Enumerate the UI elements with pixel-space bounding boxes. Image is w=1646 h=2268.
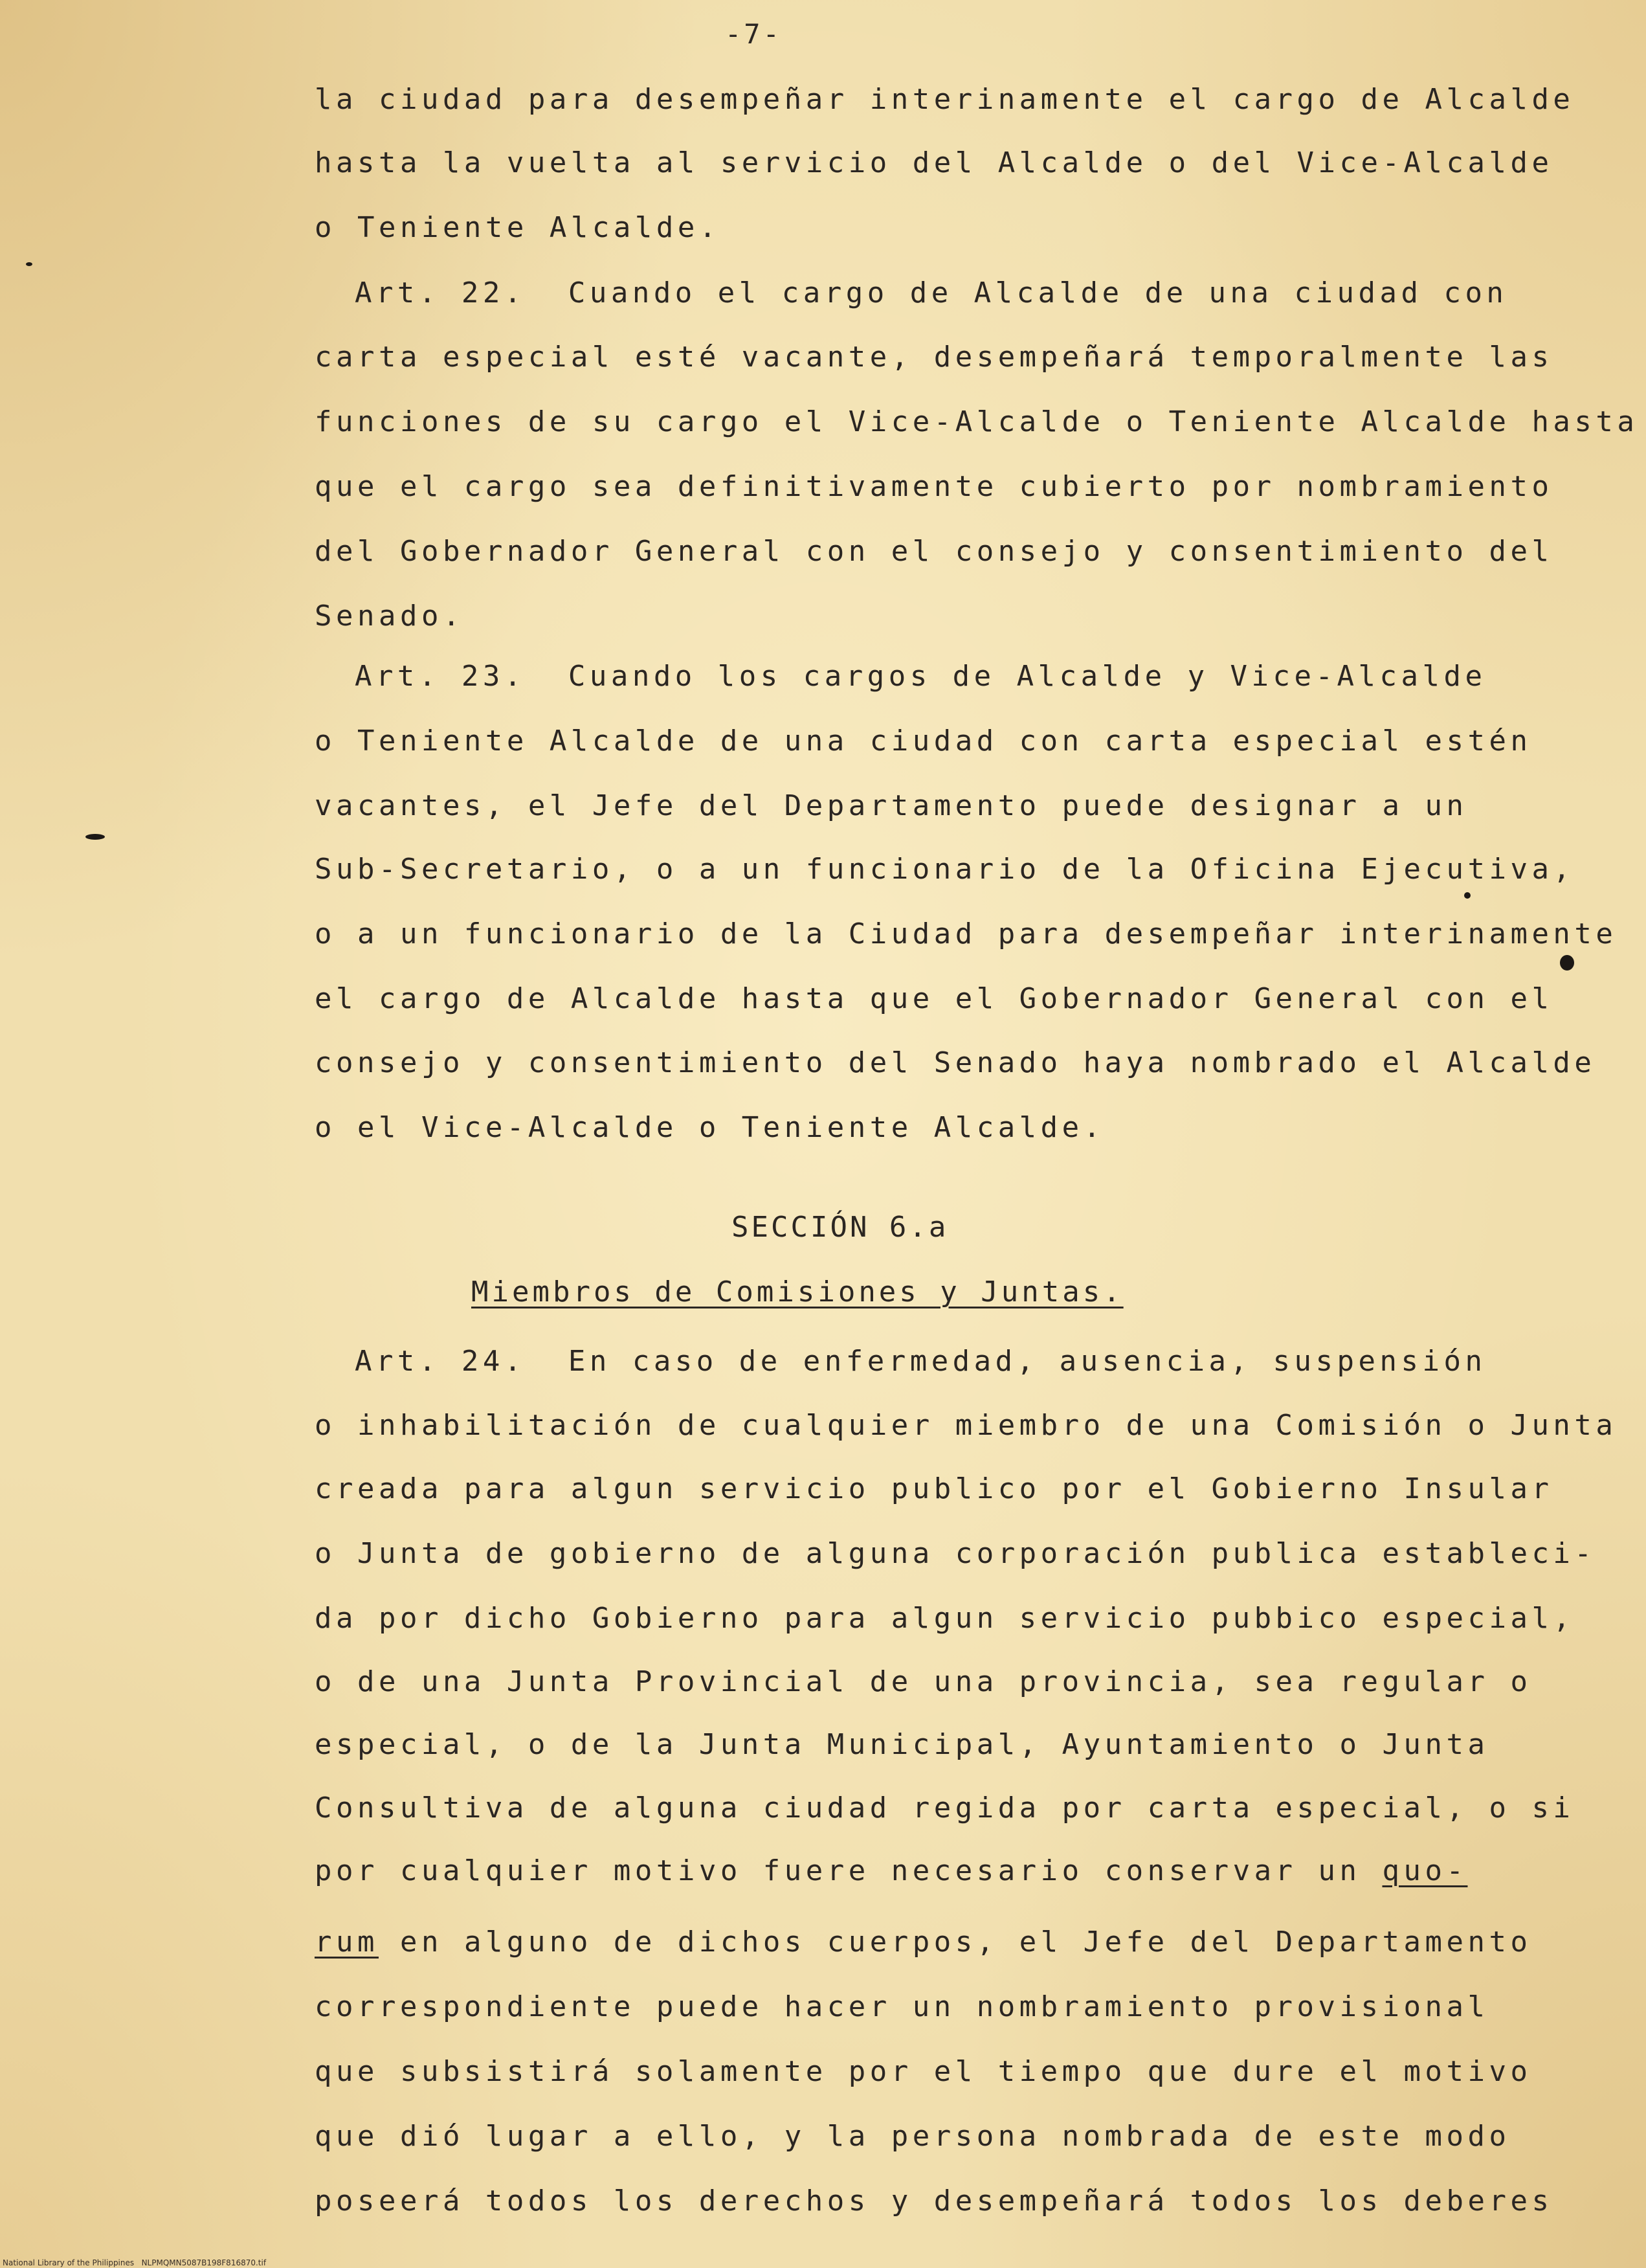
text-line: Art. 22. Cuando el cargo de Alcalde de una ciudad con — [248, 276, 1508, 309]
text-line: correspondiente puede hacer un nombramiento provisional — [315, 1990, 1489, 2023]
text-line: poseerá todos los derechos y desempeñará todos los deberes — [315, 2184, 1553, 2217]
text-line: la ciudad para desempeñar interinamente el cargo de Alcalde — [315, 83, 1575, 116]
text-line — [315, 1923, 1531, 1962]
ink-blot — [85, 834, 105, 840]
text-line: o el Vice-Alcalde o Teniente Alcalde. — [315, 1111, 1105, 1144]
text-line: Sub-Secretario, o a un funcionario de la Oficina Ejecutiva, — [315, 853, 1575, 886]
text-line: consejo y consentimiento del Senado haya nombrado el Alcalde — [315, 1046, 1596, 1079]
text-line — [315, 1852, 1467, 1891]
section-heading: SECCIÓN 6.a — [731, 1211, 949, 1244]
page-number: -7- — [725, 18, 782, 50]
text-line: o Teniente Alcalde de una ciudad con carta especial estén — [315, 724, 1532, 758]
text-line: vacantes, el Jefe del Departamento puede designar a un — [315, 789, 1468, 822]
text-line: especial, o de la Junta Municipal, Ayuntamiento o Junta — [315, 1728, 1489, 1761]
text-line: o de una Junta Provincial de una provincia, sea regular o — [315, 1665, 1532, 1698]
quorum-word-end: rum — [315, 1926, 379, 1959]
text-line: Senado. — [315, 600, 464, 633]
text-line: del Gobernador General con el consejo y consentimiento del — [315, 535, 1553, 568]
text-line: o Junta de gobierno de alguna corporación publica estableci- — [315, 1537, 1596, 1570]
ink-blot — [1464, 892, 1471, 899]
text-line: que dió lugar a ello, y la persona nombrada de este modo — [315, 2120, 1511, 2153]
text-line-lead: por cualquier motivo fuere necesario conservar un — [315, 1854, 1383, 1887]
ink-blot — [1560, 955, 1574, 971]
text-line: el cargo de Alcalde hasta que el Gobernador General con el — [315, 982, 1553, 1015]
text-line: o a un funcionario de la Ciudad para desempeñar interinamente — [315, 917, 1618, 950]
text-line: o Teniente Alcalde. — [315, 211, 720, 244]
text-line: funciones de su cargo el Vice-Alcalde o Teniente Alcalde hasta — [315, 405, 1639, 438]
text-line: hasta la vuelta al servicio del Alcalde o del Vice-Alcalde — [315, 146, 1553, 179]
text-line: Art. 24. En caso de enfermedad, ausencia, suspensión — [248, 1345, 1487, 1378]
quorum-word-start: quo- — [1382, 1854, 1468, 1887]
text-line: o inhabilitación de cualquier miembro de una Comisión o Junta — [315, 1409, 1618, 1442]
text-line: que el cargo sea definitivamente cubierto por nombramiento — [315, 470, 1553, 503]
section-subtitle: Miembros de Comisiones y Juntas. — [471, 1275, 1124, 1308]
text-line: que subsistirá solamente por el tiempo que dure el motivo — [315, 2055, 1532, 2088]
text-line: Consultiva de alguna ciudad regida por carta especial, o si — [315, 1791, 1575, 1825]
text-line: da por dicho Gobierno para algun servicio pubbico especial, — [315, 1602, 1575, 1635]
text-line: creada para algun servicio publico por el Gobierno Insular — [315, 1472, 1553, 1505]
text-line: Art. 23. Cuando los cargos de Alcalde y Vice-Alcalde — [248, 660, 1487, 693]
text-line-rest: en alguno de dichos cuerpos, el Jefe del Departamento — [399, 1926, 1532, 1959]
archive-footer: National Library of the Philippines NLPMQMN5087B198F816870.tif — [3, 2258, 267, 2267]
text-line: carta especial esté vacante, desempeñará temporalmente las — [315, 341, 1553, 374]
ink-blot — [26, 262, 32, 266]
